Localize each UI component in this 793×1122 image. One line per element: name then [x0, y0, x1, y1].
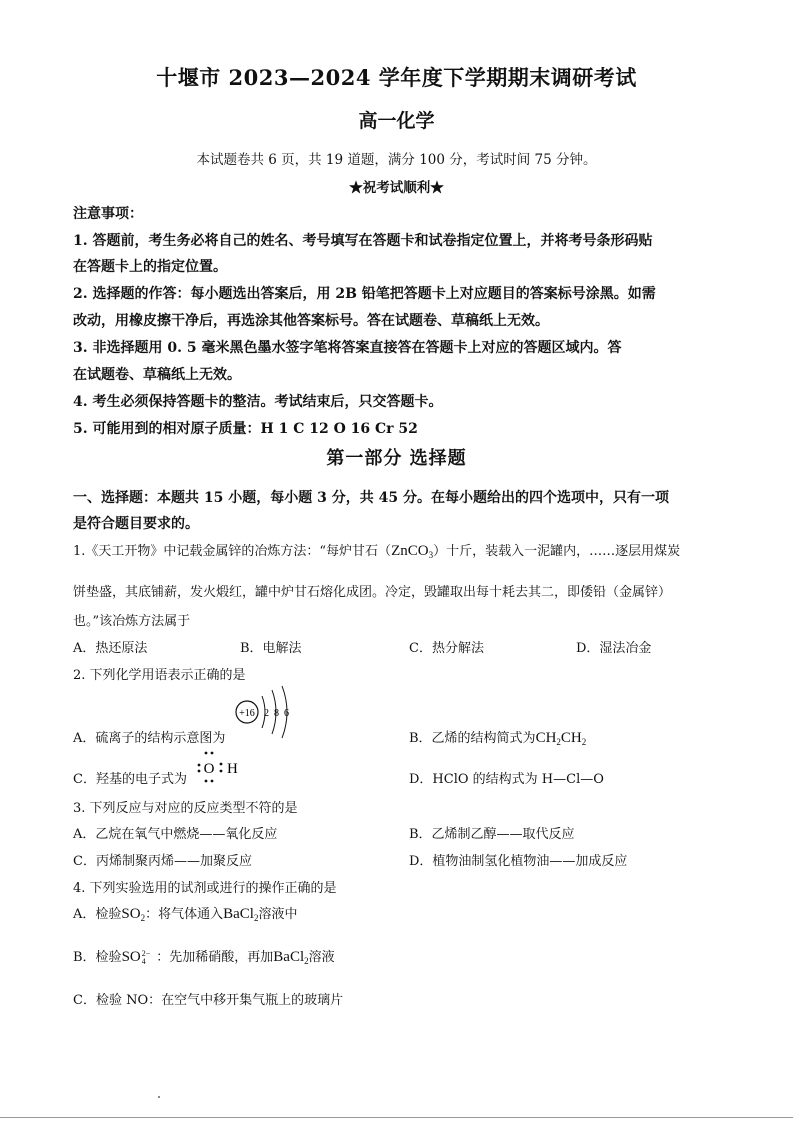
shell-electrons-2: 8: [274, 708, 279, 719]
section-intro-line-1: 一、选择题：本题共 15 小题，每小题 3 分，共 45 分。在每小题给出的四个选项中，只有一项: [73, 490, 669, 506]
note-3-line-1: 3. 非选择题用 0. 5 毫米黑色墨水签字笔将答案直接答在答题卡上对应的答题区域内。答: [73, 340, 622, 356]
q1-stem-line-2: 饼垫盛，其底铺薪，发火煅红，罐中炉甘石熔化成团。冷定，毁罐取出每十耗去其二，即倭铅（金属锌）: [73, 585, 672, 600]
q3-option-d: D．植物油制氢化植物油——加成反应: [409, 854, 628, 869]
q1-stem-line-3: 也。”该冶炼方法属于: [73, 614, 191, 629]
note-2-line-1: 2. 选择题的作答：每小题选出答案后，用 2B 铅笔把答题卡上对应题目的答案标号涂黑。如需: [73, 286, 656, 302]
q4-option-c: C．检验 NO：在空气中移开集气瓶上的玻璃片: [73, 993, 344, 1008]
exam-wish: ★祝考试顺利★: [349, 180, 444, 196]
q1-stem-line-1: [73, 540, 680, 560]
q2-option-a: A．硫离子的结构示意图为: [73, 731, 226, 746]
hydroxyl-electron-dot-formula: [196, 749, 248, 783]
q1-option-a: A．热还原法: [73, 641, 148, 656]
section-intro-line-2: 是符合题目要求的。: [73, 516, 199, 532]
q3-option-c: C．丙烯制聚丙烯——加聚反应: [73, 854, 252, 869]
q2-option-c: C．羟基的电子式为: [73, 772, 187, 787]
ethylene-formula: $CH_2CH_2$: [535, 730, 587, 747]
oxygen-symbol: O: [203, 761, 215, 777]
page-dot: [158, 1096, 160, 1098]
exam-subject: 高一化学: [358, 110, 435, 132]
q2-option-b: B．乙烯的结构简式为$CH_2CH_2$: [409, 730, 587, 747]
q2-option-d: D．HClO 的结构式为 H—Cl—O: [409, 772, 604, 787]
note-4: 4. 考生必须保持答题卡的整洁。考试结束后，只交答题卡。: [73, 394, 443, 410]
nucleus-charge: +16: [239, 708, 255, 719]
q1-formula: ZnCO$_3$: [391, 543, 434, 560]
q3-option-b: B．乙烯制乙醇——取代反应: [409, 827, 575, 842]
note-2-line-2: 改动，用橡皮擦干净后，再选涂其他答案标号。答在试题卷、草稿纸上无效。: [73, 313, 549, 329]
note-3-line-2: 在试题卷、草稿纸上无效。: [73, 367, 241, 383]
q1-stem-pre: 1.《天工开物》中记载金属锌的冶炼方法：“每炉甘石（: [73, 544, 392, 559]
section-title: 第一部分 选择题: [326, 448, 467, 469]
note-1-line-2: 在答题卡上的指定位置。: [73, 259, 227, 275]
q3-stem: 3. 下列反应与对应的反应类型不符的是: [73, 801, 298, 816]
q1-option-d: D．湿法冶金: [576, 641, 652, 656]
q1-option-b: B．电解法: [240, 641, 302, 656]
shell-electrons-1: 2: [264, 708, 269, 719]
sulfur-ion-structure-diagram: [232, 684, 296, 740]
notes-heading: 注意事项：: [73, 206, 143, 222]
note-1-line-1: 1. 答题前，考生务必将自己的姓名、考号填写在答题卡和试卷指定位置上，并将考号条形码贴: [73, 233, 653, 249]
q1-option-c: C．热分解法: [409, 641, 484, 656]
q1-stem-post: ）十斤，装载入一泥罐内，……逐层用煤炭: [433, 544, 681, 559]
q4-option-b: B．检验SO 2− 4 ：先加稀硝酸，再加BaCl$_2$溶液: [73, 948, 335, 966]
hydrogen-symbol: H: [227, 761, 238, 777]
note-5: 5. 可能用到的相对原子质量：H 1 C 12 O 16 Cr 52: [73, 421, 418, 437]
exam-info: 本试题卷共 6 页，共 19 道题，满分 100 分，考试时间 75 分钟。: [196, 152, 597, 168]
q2-stem: 2. 下列化学用语表示正确的是: [73, 668, 246, 683]
page-bottom-rule: [0, 1117, 793, 1118]
q4-option-a: A．检验$SO_2$：将气体通入BaCl$_2$溶液中: [73, 906, 298, 923]
shell-electrons-3: 6: [284, 708, 289, 719]
exam-title: 十堰市 2023—2024 学年度下学期期末调研考试: [156, 65, 637, 90]
sulfate-formula: SO 2− 4: [121, 948, 151, 966]
q4-stem: 4. 下列实验选用的试剂或进行的操作正确的是: [73, 881, 337, 896]
q3-option-a: A．乙烷在氧气中燃烧——氧化反应: [73, 827, 278, 842]
